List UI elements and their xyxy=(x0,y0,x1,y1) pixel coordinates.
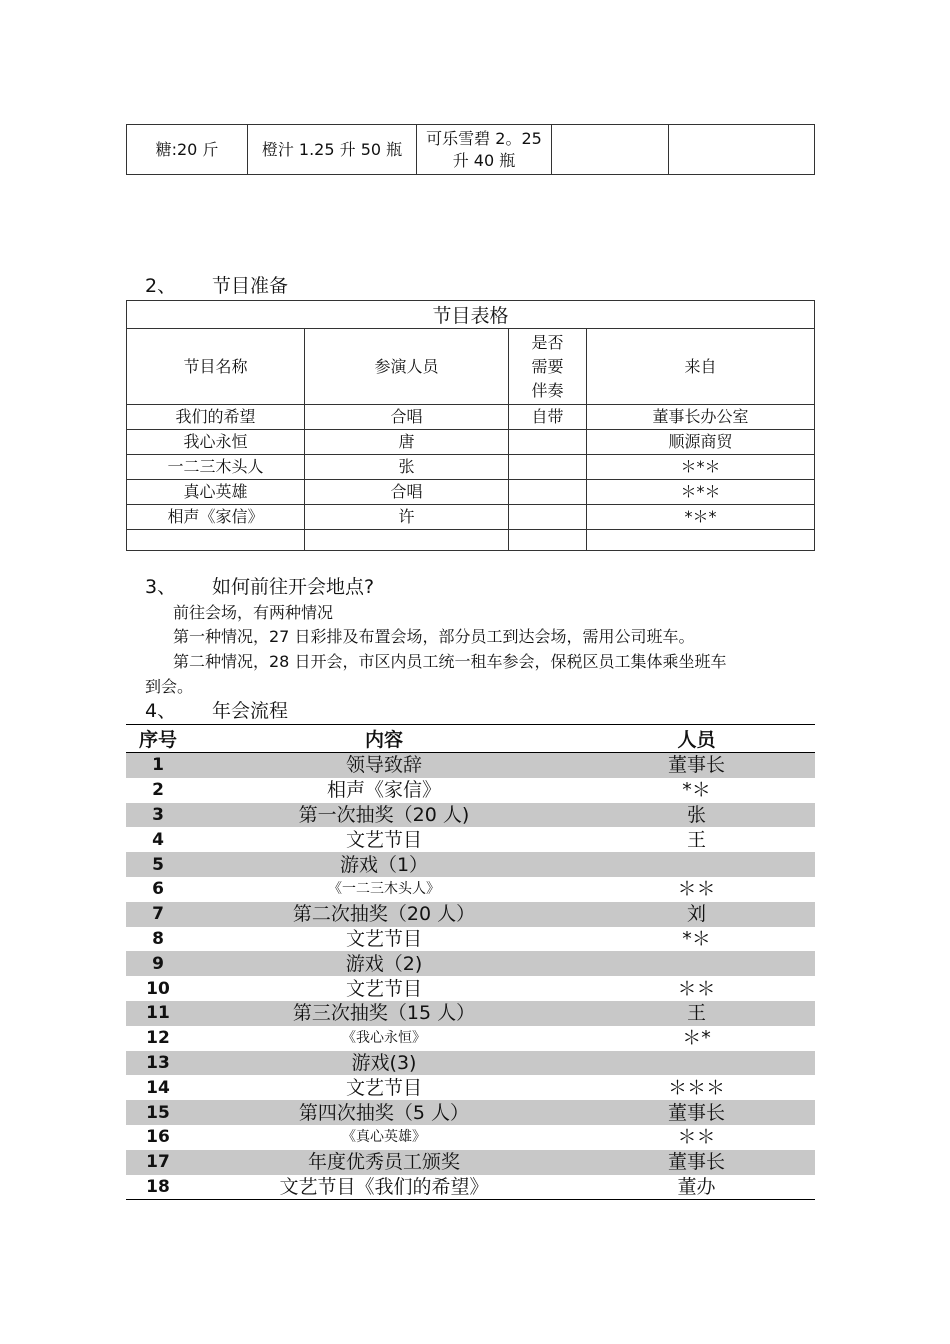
row-content: 第四次抽奖（5 人） xyxy=(190,1100,578,1125)
section-2-heading xyxy=(145,274,288,298)
program-header-row xyxy=(127,329,815,405)
table-cell xyxy=(509,430,587,455)
column-header: 参演人员 xyxy=(305,329,509,405)
supplies-cell xyxy=(669,125,815,175)
table-cell: ＊*＊ xyxy=(587,455,815,480)
supplies-table xyxy=(126,124,815,175)
table-cell xyxy=(509,455,587,480)
table-cell: 顺源商贸 xyxy=(587,430,815,455)
table-row xyxy=(126,1175,815,1200)
table-cell: 合唱 xyxy=(305,405,509,430)
row-number: 7 xyxy=(126,902,190,927)
table-cell: 许 xyxy=(305,505,509,530)
row-person: 王 xyxy=(686,828,706,851)
section-title: 节目准备 xyxy=(212,275,289,297)
paragraph: 第二种情况，28 日开会，市区内员工统一租车参会，保税区员工集体乘坐班车 xyxy=(173,652,727,671)
row-person: ＊＊ xyxy=(677,977,716,1000)
table-cell: 我心永恒 xyxy=(127,430,305,455)
table-cell xyxy=(127,530,305,551)
row-person: ＊＊ xyxy=(677,878,716,901)
paragraph: 第一种情况，27 日彩排及布置会场，部分员工到达会场，需用公司班车。 xyxy=(173,627,695,646)
row-number: 10 xyxy=(146,978,170,999)
row-number: 15 xyxy=(126,1100,190,1125)
table-cell: 张 xyxy=(305,455,509,480)
program-table xyxy=(126,300,815,551)
table-cell: 相声《家信》 xyxy=(127,505,305,530)
supplies-cell: 可乐雪碧 2。25 升 40 瓶 xyxy=(417,125,552,175)
table-row xyxy=(126,1051,815,1076)
row-number: 18 xyxy=(146,1176,170,1197)
supplies-cell: 橙汁 1.25 升 50 瓶 xyxy=(248,125,417,175)
row-number: 11 xyxy=(126,1001,190,1026)
row-person xyxy=(578,951,815,976)
table-cell: 一二三木头人 xyxy=(127,455,305,480)
column-header: 是否需要伴奏 xyxy=(509,329,587,405)
column-header: 节目名称 xyxy=(127,329,305,405)
paragraph: 前往会场，有两种情况 xyxy=(173,603,334,622)
table-row xyxy=(126,753,815,778)
column-header: 来自 xyxy=(587,329,815,405)
table-row xyxy=(127,480,815,505)
supplies-cell: 糖:20 斤 xyxy=(127,125,248,175)
section-number: 4、 xyxy=(145,700,177,722)
row-person: ＊* xyxy=(682,1027,711,1050)
table-cell: *＊* xyxy=(587,505,815,530)
section-4-heading xyxy=(145,699,288,723)
row-number: 4 xyxy=(152,829,164,850)
row-person: 王 xyxy=(578,1001,815,1026)
row-person: 董办 xyxy=(677,1175,716,1198)
row-number: 16 xyxy=(146,1127,170,1148)
table-row xyxy=(126,976,815,1001)
table-cell: 唐 xyxy=(305,430,509,455)
table-cell xyxy=(509,530,587,551)
row-person: 董事长 xyxy=(578,1100,815,1125)
row-number: 5 xyxy=(126,852,190,877)
row-number: 12 xyxy=(146,1028,170,1049)
row-person: ＊＊＊ xyxy=(667,1076,725,1099)
row-person xyxy=(578,1051,815,1076)
table-row xyxy=(126,1100,815,1125)
row-content: 第一次抽奖（20 人) xyxy=(190,803,578,828)
column-header: 人员 xyxy=(578,725,815,753)
row-content: 第三次抽奖（15 人） xyxy=(190,1001,578,1026)
row-content: 游戏（2) xyxy=(190,951,578,976)
row-content: 领导致辞 xyxy=(190,753,578,778)
row-person: ＊＊ xyxy=(677,1126,716,1149)
table-row xyxy=(127,405,815,430)
flow-table xyxy=(126,724,815,1200)
table-cell: 真心英雄 xyxy=(127,480,305,505)
row-number: 1 xyxy=(126,753,190,778)
supplies-cell xyxy=(552,125,669,175)
table-cell: ＊*＊ xyxy=(587,480,815,505)
row-number: 3 xyxy=(126,803,190,828)
table-cell: 董事长办公室 xyxy=(587,405,815,430)
row-number: 2 xyxy=(152,780,164,801)
row-person: 董事长 xyxy=(578,1150,815,1175)
row-number: 14 xyxy=(146,1077,170,1098)
table-row xyxy=(126,902,815,927)
section-title: 如何前往开会地点? xyxy=(212,576,375,598)
table-row xyxy=(126,803,815,828)
section-number: 2、 xyxy=(145,275,177,297)
flow-header-row xyxy=(126,725,815,753)
program-table-caption: 节目表格 xyxy=(127,301,815,329)
table-cell xyxy=(305,530,509,551)
row-content: 文艺节目 xyxy=(345,828,422,851)
table-cell xyxy=(587,530,815,551)
row-content: 文艺节目 xyxy=(345,1076,422,1099)
row-content: 《一二三木头人》 xyxy=(328,881,440,898)
supplies-row xyxy=(127,125,815,175)
paragraph: 到会。 xyxy=(145,677,194,696)
table-row xyxy=(126,827,815,852)
table-cell xyxy=(509,480,587,505)
row-number: 8 xyxy=(152,928,164,949)
table-row xyxy=(126,1075,815,1100)
row-number: 6 xyxy=(152,879,164,900)
row-content: 《真心英雄》 xyxy=(342,1129,426,1146)
section-title: 年会流程 xyxy=(212,700,289,722)
row-person: 董事长 xyxy=(578,753,815,778)
table-row xyxy=(126,951,815,976)
section-3-heading xyxy=(145,575,374,599)
table-cell xyxy=(509,505,587,530)
table-cell: 自带 xyxy=(509,405,587,430)
row-content: 文艺节目 xyxy=(345,977,422,1000)
table-row xyxy=(126,1150,815,1175)
row-content: 年度优秀员工颁奖 xyxy=(190,1150,578,1175)
table-row xyxy=(127,430,815,455)
row-content: 《我心永恒》 xyxy=(342,1030,426,1047)
table-row xyxy=(127,455,815,480)
table-row xyxy=(126,877,815,902)
row-content: 第二次抽奖（20 人） xyxy=(190,902,578,927)
table-row xyxy=(126,1026,815,1051)
section-number: 3、 xyxy=(145,576,177,598)
row-content: 文艺节目《我们的希望》 xyxy=(279,1175,489,1198)
table-row xyxy=(126,1125,815,1150)
row-number: 17 xyxy=(126,1150,190,1175)
table-cell: 合唱 xyxy=(305,480,509,505)
column-header: 序号 xyxy=(126,725,190,753)
row-person: *＊ xyxy=(682,779,711,802)
row-content: 游戏(3) xyxy=(190,1051,578,1076)
table-row xyxy=(127,530,815,551)
table-row xyxy=(126,1001,815,1026)
table-row xyxy=(126,778,815,803)
row-person: 张 xyxy=(578,803,815,828)
row-person xyxy=(578,852,815,877)
column-header: 内容 xyxy=(190,725,578,753)
table-cell: 我们的希望 xyxy=(127,405,305,430)
table-row xyxy=(127,505,815,530)
row-content: 游戏（1） xyxy=(190,852,578,877)
row-content: 文艺节目 xyxy=(345,927,422,950)
row-number: 13 xyxy=(126,1051,190,1076)
table-row xyxy=(126,927,815,952)
program-caption-row xyxy=(127,301,815,329)
row-number: 9 xyxy=(126,951,190,976)
row-content: 相声《家信》 xyxy=(326,779,441,802)
table-row xyxy=(126,852,815,877)
row-person: *＊ xyxy=(682,927,711,950)
row-person: 刘 xyxy=(578,902,815,927)
